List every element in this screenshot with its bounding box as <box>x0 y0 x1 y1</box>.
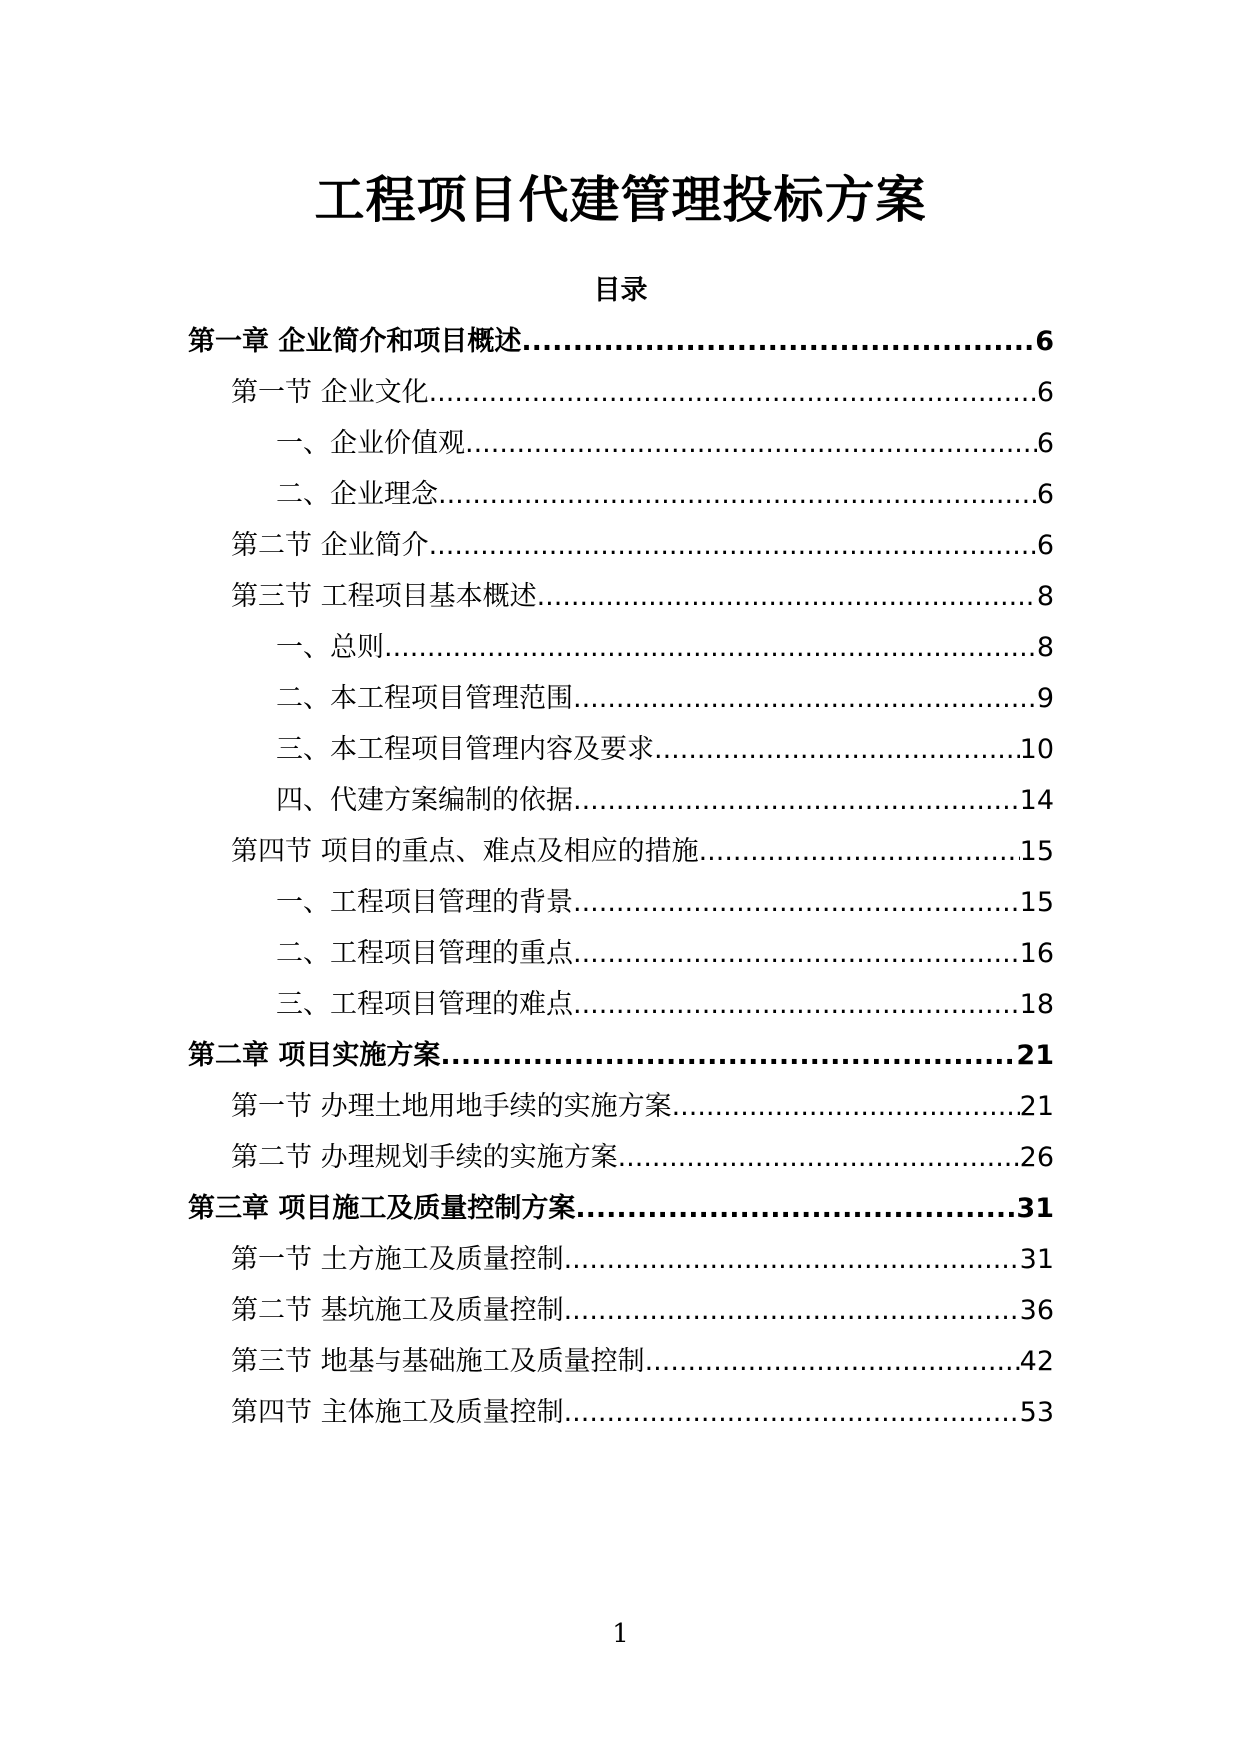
toc-entry-page: 21 <box>1016 1040 1054 1071</box>
toc-leader-dots <box>465 422 1037 466</box>
toc-leader-dots <box>384 626 1037 670</box>
toc-leader-dots <box>573 881 1020 925</box>
toc-entry-title: 第三章 项目施工及质量控制方案 <box>188 1193 576 1224</box>
page-number: 1 <box>612 1619 629 1649</box>
toc-entry-page: 21 <box>1019 1091 1054 1122</box>
toc-entry-title: 四、代建方案编制的依据 <box>276 785 573 816</box>
toc-entry-chapter[interactable] <box>188 1187 1054 1231</box>
toc-leader-dots <box>573 677 1037 721</box>
toc-entry-section[interactable] <box>231 1340 1054 1384</box>
toc-entry-page: 6 <box>1035 326 1054 357</box>
toc-entry-chapter[interactable] <box>188 320 1054 364</box>
toc-entry-section[interactable] <box>231 1391 1054 1435</box>
toc-entry-page: 42 <box>1019 1346 1054 1377</box>
toc-leader-dots <box>521 320 1035 364</box>
toc-leader-dots <box>564 1289 1020 1333</box>
toc-entry-page: 31 <box>1019 1244 1054 1275</box>
toc-leader-dots <box>573 983 1020 1027</box>
toc-entry-subsection[interactable] <box>276 932 1054 976</box>
toc-entry-page: 53 <box>1019 1397 1054 1428</box>
toc-leader-dots <box>618 1136 1020 1180</box>
toc-leader-dots <box>429 524 1037 568</box>
toc-leader-dots <box>575 1187 1016 1231</box>
toc-leader-dots <box>564 1238 1020 1282</box>
toc-entry-title: 第二章 项目实施方案 <box>188 1040 441 1071</box>
toc-entry-page: 14 <box>1019 785 1054 816</box>
toc-entry-page: 15 <box>1019 887 1054 918</box>
toc-entry-title: 第二节 办理规划手续的实施方案 <box>231 1142 618 1173</box>
toc-entry-section[interactable] <box>231 575 1054 619</box>
toc-entry-title: 第一节 企业文化 <box>231 377 429 408</box>
toc-entry-page: 9 <box>1036 683 1054 714</box>
toc-entry-title: 二、企业理念 <box>276 479 438 510</box>
toc-entry-section[interactable] <box>231 830 1054 874</box>
toc-entry-subsection[interactable] <box>276 983 1054 1027</box>
toc-leader-dots <box>573 932 1020 976</box>
toc-entry-subsection[interactable] <box>276 422 1054 466</box>
toc-leader-dots <box>564 1391 1020 1435</box>
toc-entry-page: 15 <box>1019 836 1054 867</box>
toc-entry-subsection[interactable] <box>276 881 1054 925</box>
toc-entry-title: 二、本工程项目管理范围 <box>276 683 573 714</box>
toc-entry-subsection[interactable] <box>276 626 1054 670</box>
toc-entry-title: 一、工程项目管理的背景 <box>276 887 573 918</box>
toc-entry-section[interactable] <box>231 524 1054 568</box>
document-title: 工程项目代建管理投标方案 <box>314 171 927 229</box>
toc-leader-dots <box>573 779 1020 823</box>
toc-leader-dots <box>440 1034 1016 1078</box>
toc-entry-page: 26 <box>1019 1142 1054 1173</box>
toc-leader-dots <box>645 1340 1020 1384</box>
toc-entry-page: 36 <box>1019 1295 1054 1326</box>
toc-leader-dots <box>438 473 1037 517</box>
toc-entry-title: 第四节 主体施工及质量控制 <box>231 1397 564 1428</box>
toc-leader-dots <box>537 575 1037 619</box>
toc-entry-page: 6 <box>1036 377 1054 408</box>
toc-leader-dots <box>699 830 1020 874</box>
toc-leader-dots <box>429 371 1037 415</box>
toc-entry-page: 10 <box>1019 734 1054 765</box>
toc-entry-page: 6 <box>1036 479 1054 510</box>
toc-entry-title: 第一章 企业简介和项目概述 <box>188 326 522 357</box>
toc-entry-section[interactable] <box>231 1238 1054 1282</box>
toc-entry-title: 一、总则 <box>276 632 384 663</box>
toc-entry-subsection[interactable] <box>276 473 1054 517</box>
toc-entry-section[interactable] <box>231 1289 1054 1333</box>
toc-entry-subsection[interactable] <box>276 728 1054 772</box>
toc-leader-dots <box>672 1085 1020 1129</box>
toc-entry-title: 第三节 地基与基础施工及质量控制 <box>231 1346 645 1377</box>
toc-entry-page: 16 <box>1019 938 1054 969</box>
toc-entry-section[interactable] <box>231 1085 1054 1129</box>
toc-entry-page: 6 <box>1036 530 1054 561</box>
toc-entry-title: 第三节 工程项目基本概述 <box>231 581 537 612</box>
toc-entry-title: 第一节 土方施工及质量控制 <box>231 1244 564 1275</box>
toc-entry-title: 第四节 项目的重点、难点及相应的措施 <box>231 836 699 867</box>
toc-leader-dots <box>654 728 1020 772</box>
toc-entry-section[interactable] <box>231 1136 1054 1180</box>
toc-entry-page: 18 <box>1019 989 1054 1020</box>
toc-entry-page: 31 <box>1016 1193 1054 1224</box>
toc-entry-section[interactable] <box>231 371 1054 415</box>
toc-entry-title: 三、工程项目管理的难点 <box>276 989 573 1020</box>
toc-entry-subsection[interactable] <box>276 677 1054 721</box>
toc-entry-page: 8 <box>1036 581 1054 612</box>
toc-entry-title: 三、本工程项目管理内容及要求 <box>276 734 654 765</box>
toc-entry-page: 6 <box>1036 428 1054 459</box>
toc-entry-subsection[interactable] <box>276 779 1054 823</box>
toc-entry-title: 第一节 办理土地用地手续的实施方案 <box>231 1091 672 1122</box>
toc-heading: 目录 <box>593 275 648 306</box>
toc-entry-chapter[interactable] <box>188 1034 1054 1078</box>
toc-entry-title: 第二节 基坑施工及质量控制 <box>231 1295 564 1326</box>
toc-entry-title: 第二节 企业简介 <box>231 530 429 561</box>
toc-entry-title: 一、企业价值观 <box>276 428 465 459</box>
toc-entry-page: 8 <box>1036 632 1054 663</box>
toc-entry-title: 二、工程项目管理的重点 <box>276 938 573 969</box>
